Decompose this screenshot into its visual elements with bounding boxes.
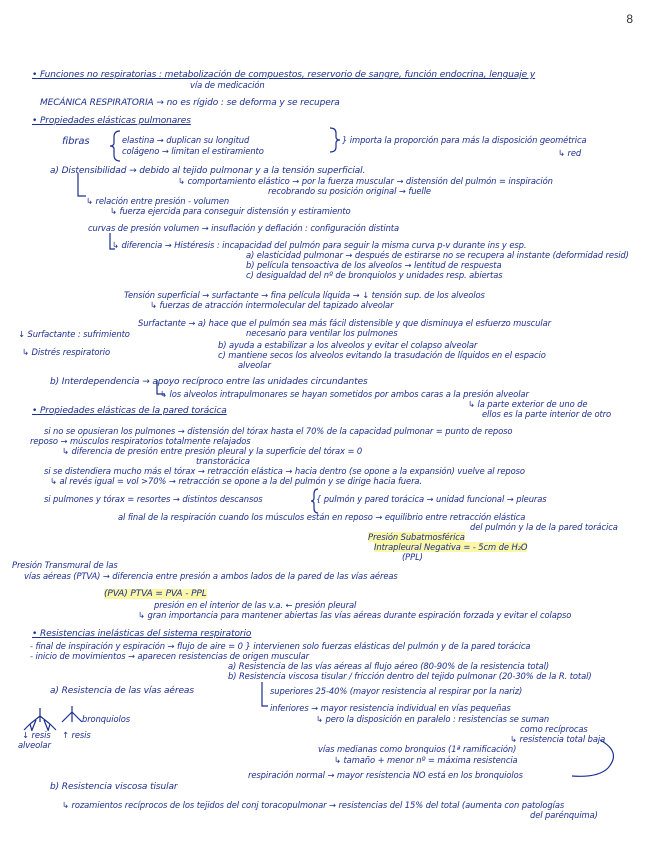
line: ↳ red (558, 148, 582, 158)
line: ↳ diferencia de presión entre presión pleural y la superficie del tórax = 0 (62, 446, 363, 456)
line: - final de inspiración y espiración → flujo de aire = 0 } intervienen solo fuerzas elásticas del pulmón y de la pared torácica (30, 641, 531, 651)
label-alveolar: alveolar (18, 740, 51, 750)
line: ↳ gran importancia para mantener abiertas las vías aéreas durante espiración forzada y evitar el colapso (138, 610, 572, 620)
line: al final de la respiración cuando los músculos están en reposo → equilibrio entre retracción elástica (118, 512, 526, 522)
line: Presión Transmural de las (12, 560, 118, 570)
line: } importa la proporción para más la disposición geométrica (342, 135, 587, 145)
line: { pulmón y pared torácica → unidad funcional → pleuras (316, 494, 547, 504)
line: Tensión superficial → surfactante → fina película líquida → ↓ tensión sup. de los alveolos (124, 290, 485, 300)
line: - inicio de movimientos → aparecen resistencias de origen muscular (30, 651, 310, 661)
brace-comportamiento (330, 128, 340, 152)
line: elastina → duplican su longitud (122, 135, 250, 145)
formula-ptva: (PVA) PTVA = PVA - PPL (104, 589, 207, 599)
bracket-distensibilidad (78, 173, 86, 196)
line: a) Resistencia de las vías aéreas al flujo aéreo (80-90% de la resistencia total) (228, 661, 550, 671)
line: ↳ pero la disposición en paralelo : resistencias se suman (316, 714, 550, 724)
heading-pared-toracica: • Propiedades elásticas de la pared torácica (32, 406, 227, 416)
line: vías medianas como bronquios (1ª ramificación) (318, 744, 517, 754)
line: ↳ resistencia total baja (510, 734, 606, 744)
line: ↳ Distrés respiratorio (22, 347, 111, 357)
line: ↳ tamaño + menor nº = máxima resistencia (334, 755, 518, 765)
line: del parénquima) (530, 810, 598, 820)
line: ↳ rozamientos recíprocos de los tejidos del conj toracopulmonar → resistencias del 15% del total (aumenta con patologías (62, 800, 565, 810)
line: Surfactante → a) hace que el pulmón sea más fácil distensible y que disminuya el esfuerzo muscular (138, 318, 551, 328)
line: del pulmón y la de la pared torácica (470, 522, 618, 532)
line: respiración normal → mayor resistencia NO está en los bronquiolos (248, 770, 523, 780)
line: presión en el interior de las v.a. ← presión pleural (154, 600, 357, 610)
line: ↳ relación entre presión - volumen (86, 196, 230, 206)
heading-resistencias: • Resistencias inelásticas del sistema respiratorio (32, 629, 252, 639)
heading-propiedades-pulmonares: • Propiedades elásticas pulmonares (32, 116, 191, 126)
line: Intrapleural Negativa = - 5cm de H₂O (374, 542, 528, 552)
line: (PPL) (402, 552, 423, 562)
line-text: • Funciones no respiratorias : metabolización de compuestos, reservorio de sangre, función endocrina, lenguaje y (32, 70, 536, 80)
line: a) Resistencia de las vías aéreas (50, 686, 194, 696)
brace-fibras (110, 131, 120, 161)
line: a) Distensibilidad → debido al tejido pulmonar y a la tensión superficial. (50, 166, 366, 176)
label-resis-right: ↑ resis (62, 730, 91, 740)
airway-tree-right (62, 706, 82, 722)
line: superiores 25-40% (mayor resistencia al respirar por la nariz) (270, 686, 523, 696)
line: reposo → músculos respiratorios totalmente relajados (30, 436, 251, 446)
line: ↳ fuerza ejercida para conseguir distensión y estiramiento (110, 206, 351, 216)
line: si pulmones y tórax = resortes → distintos descansos (44, 494, 263, 504)
line: recobrando su posición original → fuelle (268, 186, 431, 196)
line: b) ayuda a estabilizar a los alveolos y evitar el colapso alveolar (218, 340, 478, 350)
line: curvas de presión volumen → insuflación y deflación : configuración distinta (88, 223, 399, 233)
line: transtorácica (196, 456, 250, 466)
bracket-resistencias (262, 682, 268, 706)
line: inferiores → mayor resistencia individual en vías pequeñas (270, 703, 511, 713)
line: ↳ diferencia → Histéresis : incapacidad del pulmón para seguir la misma curva p-v durante ins y esp. (112, 240, 527, 250)
line: ↳ los alveolos intrapulmonares se hayan sometidos por ambos caras a la presión alveolar (160, 389, 529, 399)
line: Presión Subatmosférica (368, 532, 465, 542)
page-number: 8 (626, 12, 633, 26)
line: c) mantiene secos los alveolos evitando la trasudación de líquidos en el espacio (218, 350, 546, 360)
line: ↳ fuerzas de atracción intermolecular del tapizado alveolar (150, 300, 394, 310)
line: ellos es la parte interior de otro (482, 409, 612, 419)
line: ↳ comportamiento elástico → por la fuerza muscular → distensión del pulmón = inspiración (178, 176, 553, 186)
label-bronquiolos: bronquiolos (82, 714, 130, 724)
line: necesario para ventilar los pulmones (246, 328, 398, 338)
line: como recíprocas (520, 724, 588, 734)
line: b) Resistencia viscosa tisular / fricción dentro del tejido pulmonar (20-30% de la R. total) (228, 671, 592, 681)
airway-tree-left (24, 708, 56, 731)
line: vías aéreas (PTVA) → diferencia entre presión a ambos lados de la pared de las vías aéreas (24, 571, 398, 581)
line: fibras (62, 136, 90, 147)
label-resis-left: ↓ resis (22, 730, 51, 740)
line: b) Interdependencia → apoyo recíproco entre las unidades circundantes (50, 377, 368, 387)
line: ↳ la parte exterior de uno de (468, 399, 588, 409)
line-funciones (32, 70, 535, 80)
curved-arrow-maxima (572, 740, 613, 776)
line: ↓ Surfactante : sufrimiento (18, 329, 130, 339)
line: vía de medicación (190, 80, 265, 90)
line: ↳ al revés igual = vol >70% → retracción se opone a la del pulmón y se dirige hacia fuera. (50, 476, 423, 486)
line: si se distendiera mucho más el tórax → retracción elástica → hacia dentro (se opone a la expansión) vuelve al reposo (44, 466, 525, 476)
line: si no se opusieran los pulmones → distensión del tórax hasta el 70% de la capacidad pulmonar = punto de reposo (44, 426, 513, 436)
line: c) desigualdad del nº de bronquiolos y unidades resp. abiertas (246, 270, 503, 280)
line: b) película tensoactiva de los alveolos → lentitud de respuesta (246, 260, 502, 270)
line: b) Resistencia viscosa tisular (50, 782, 178, 792)
line: alveolar (238, 360, 271, 370)
line: colágeno → limitan el estiramiento (122, 146, 264, 156)
line: a) elasticidad pulmonar → después de estirarse no se recupera al instante (deformidad resid) (246, 250, 629, 260)
heading-mecanica: MECÁNICA RESPIRATORIA → no es rígido : se deforma y se recupera (40, 98, 340, 108)
